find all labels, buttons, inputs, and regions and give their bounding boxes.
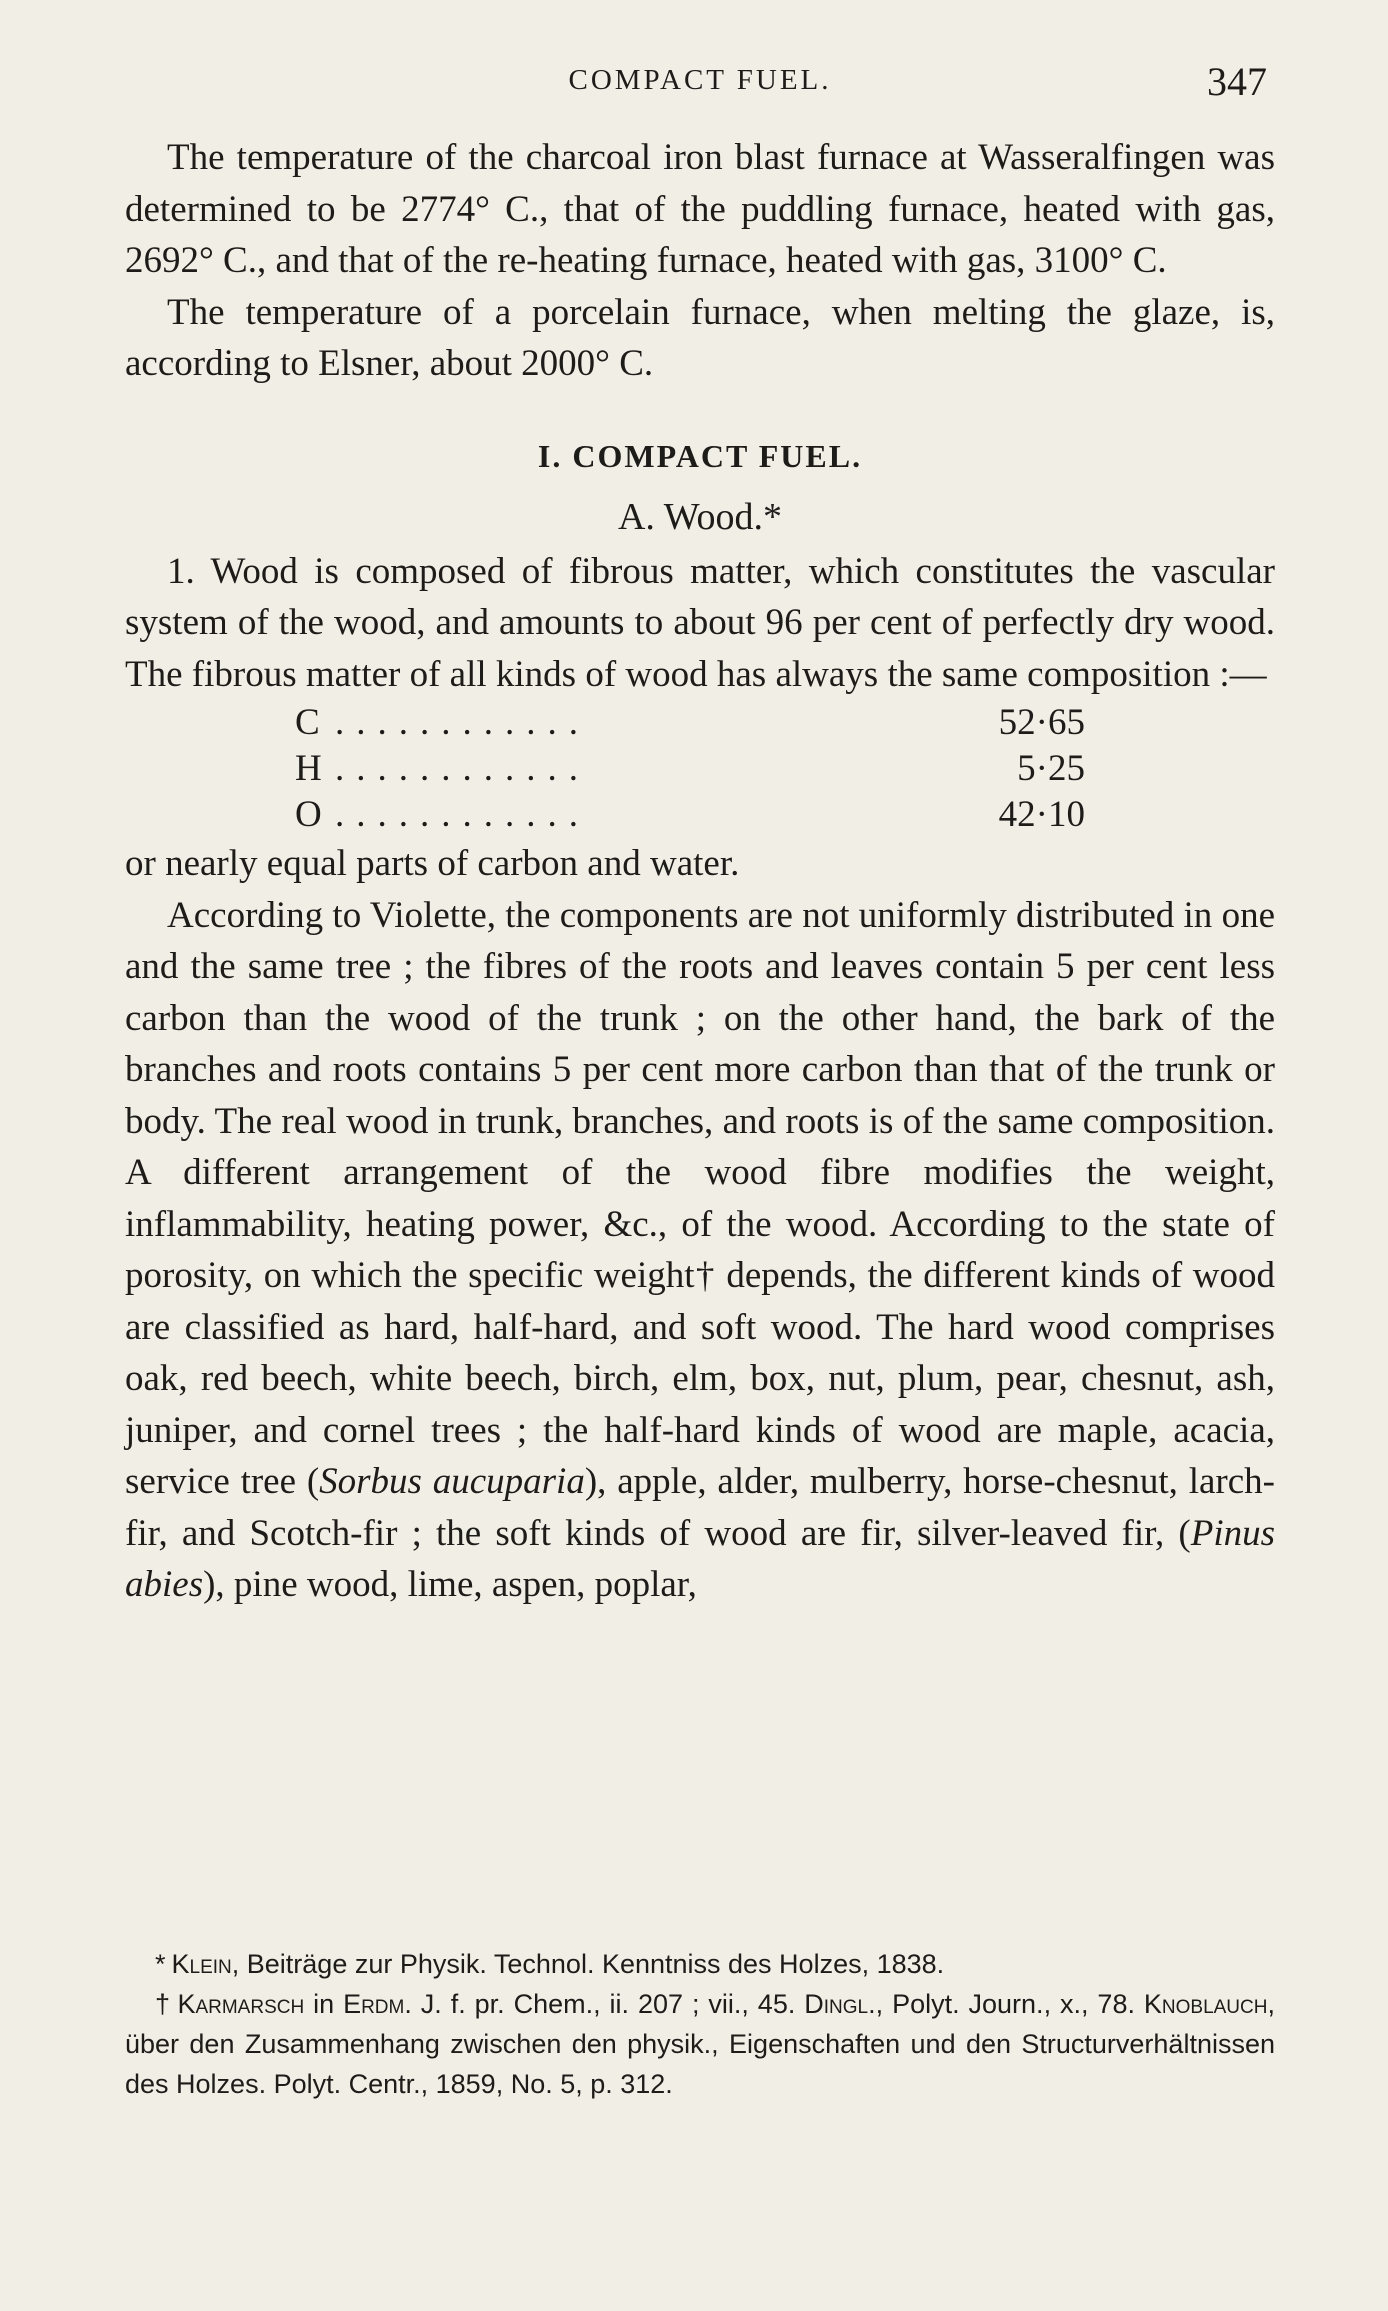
footnote-text: über den Zusammenhang zwischen den physik., Eigenschaften und den Structurverhältnissen des Holzes. Polyt. Centr., 1859, No. 5, p. 312. [125,2029,1275,2099]
footnote-mark: † [155,1989,172,2019]
footnote-text: in [304,1989,344,2019]
footnotes [125,1944,1275,2104]
element-symbol: O [295,794,322,835]
dot-leader: ............ [335,794,590,835]
species-name-pinus: Pinus abies [125,1512,1275,1605]
footnote-author: Karmarsch [177,1989,305,2019]
paragraph-text: ), pine wood, lime, aspen, poplar, [203,1564,697,1605]
wood-paragraph-1: 1. Wood is composed of fibrous matter, which constitutes the vascular system of the wood, and amounts to about 96 per cent of perfectly dry wood. The fibrous matter of all kinds of wood has always the same composition :— [125,550,1275,695]
footnote-author: Dingl., [804,1989,884,2019]
footnote-text: Polyt. Journ., x., 78. [883,1989,1144,2019]
intro-paragraph-2: The temperature of a porcelain furnace, when melting the glaze, is, according to Elsner, about 2000° C. [125,291,1275,384]
element-value: 5·25 [1017,748,1085,789]
running-head: COMPACT FUEL. [568,64,832,96]
element-value: 52·65 [998,702,1085,743]
page-header [125,58,1275,108]
composition-row-oxygen [295,792,1085,838]
composition-row-hydrogen [295,746,1085,792]
intro-paragraph-1: The temperature of the charcoal iron blast furnace at Wasseralfingen was determined to be 2774° C., that of the puddling furnace, heated with gas, 2692° C., and that of the re-heating furnace, heated with gas, 3100° C. [125,137,1275,281]
composition-row-carbon [295,700,1085,746]
wood-paragraph-3 [125,890,1275,1611]
paragraph-text: According to Violette, the components are not uniformly distributed in one and the same tree ; the fibres of the roots and leaves contain 5 per cent less carbon than the wood of the trunk ; on the other hand, the bark of the branches and roots contains 5 per cent more carbon than that of the trunk or body. The real wood in trunk, branches, and roots is of the same composition. A different arrangement of the wood fibre modifies the weight, inflammability, heating power, &c., of the wood. According to the state of porosity, on which the specific weight† depends, the different kinds of wood are classified as hard, half-hard, and soft wood. The hard wood comprises oak, red beech, white beech, birch, elm, box, nut, plum, pear, chesnut, ash, juniper, and cornel trees ; the half-hard kinds of wood are maple, acacia, service tree ( [125,894,1275,1502]
footnote-1 [125,1944,1275,1984]
element-value: 42·10 [998,794,1085,835]
element-symbol: C [295,702,320,743]
footnote-author: Knoblauch, [1143,1989,1275,2019]
wood-paragraph-2: or nearly equal parts of carbon and water. [125,843,740,884]
paragraph-text: ), apple, alder, mulberry, horse-chesnut, larch-fir, and Scotch-fir ; the soft kinds of wood are fir, silver-leaved fir, ( [125,1461,1275,1554]
page-number: 347 [1207,59,1267,104]
footnote-mark: * [155,1949,166,1979]
footnote-text: Beiträge zur Physik. Technol. Kenntniss des Holzes, 1838. [239,1949,945,1979]
sub-heading: A. Wood.* [617,495,783,538]
footnote-author: Klein, [171,1949,240,1979]
footnote-2 [125,1984,1275,2104]
species-name-sorbus: Sorbus aucuparia [319,1461,585,1502]
dot-leader: ............ [335,702,590,743]
element-symbol: H [295,748,322,789]
composition-table [295,700,1085,838]
section-heading: I. COMPACT FUEL. [537,437,863,474]
footnote-text: J. f. pr. Chem., ii. 207 ; vii., 45. [411,1989,805,2019]
body-text [125,132,1275,1611]
footnote-author: Erdm. [343,1989,412,2019]
dot-leader: ............ [335,748,590,789]
